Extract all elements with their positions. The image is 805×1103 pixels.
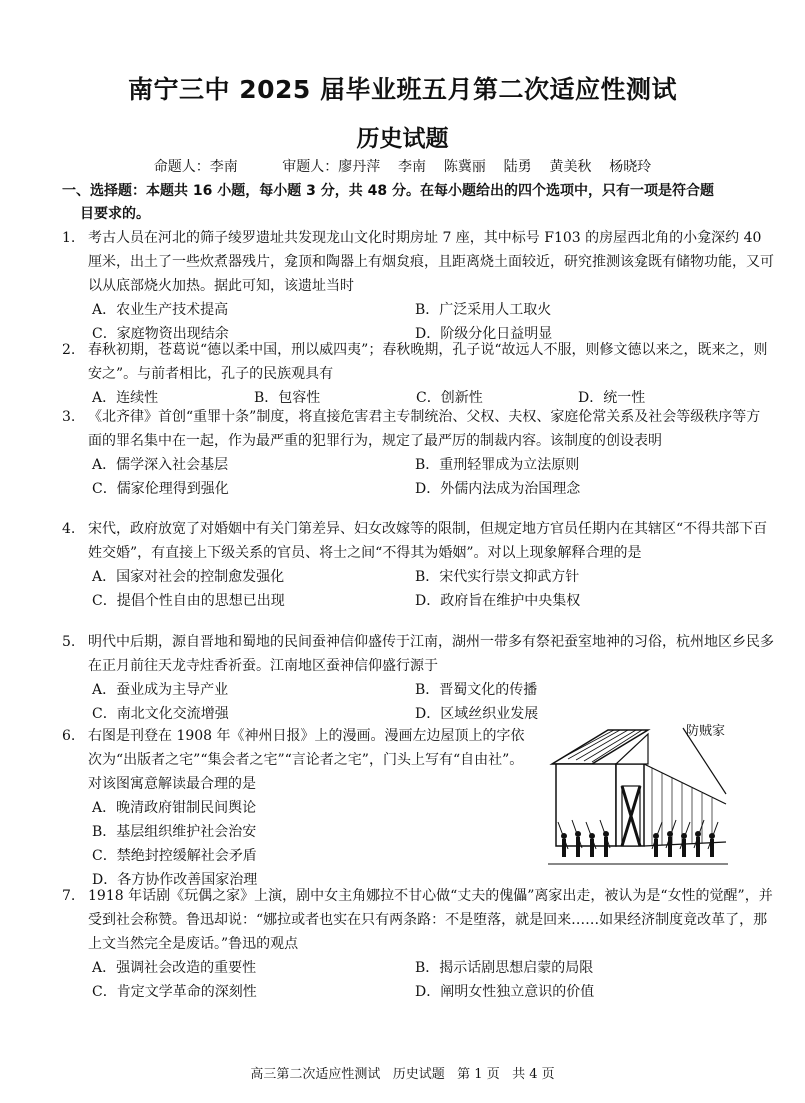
option-d[interactable]: D．阐明女性独立意识的价值 bbox=[415, 984, 595, 1000]
option-a[interactable]: A．国家对社会的控制愈发强化 bbox=[92, 569, 285, 585]
option-d[interactable]: D．外儒内法成为治国理念 bbox=[415, 481, 581, 497]
question-text: 考古人员在河北的筛子绫罗遗址共发现龙山文化时期房址 7 座，其中标号 F103 的房屋西北角的小龛深约 40 厘米，出土了一些炊煮器残片，龛顶和陶器上有烟炱痕，且距离烧土面较近，研究推测该龛既有储物功能，又可以从底部烧火加热。据此可知，该遗址当时 bbox=[88, 230, 774, 294]
question-text: 右图是刊登在 1908 年《神州日报》上的漫画。漫画左边屋顶上的字依次为“出版者之宅”“集会者之宅”“言论者之宅”，门头上写有“自由社”。对该图寓意解读最合理的是 bbox=[88, 728, 525, 792]
option-c[interactable]: C．提倡个性自由的思想已出现 bbox=[92, 593, 285, 609]
question-number: 2. bbox=[62, 342, 76, 358]
option-a[interactable]: A．晚清政府钳制民间舆论 bbox=[92, 800, 257, 816]
question-number: 6. bbox=[62, 728, 76, 744]
option-b[interactable]: B．广泛采用人工取火 bbox=[415, 302, 552, 318]
question-3 bbox=[62, 405, 774, 501]
question-stem bbox=[62, 517, 774, 565]
option-d[interactable]: D．统一性 bbox=[578, 390, 646, 406]
option-d[interactable]: D．阶级分化日益明显 bbox=[415, 326, 553, 342]
option-c[interactable]: C．创新性 bbox=[416, 390, 483, 406]
question-text: 1918 年话剧《玩偶之家》上演，剧中女主角娜拉不甘心做“丈夫的傀儡”离家出走，被认为是“女性的觉醒”，并受到社会称赞。鲁迅却说：“娜拉或者也实在只有两条路：不是堕落，就是回来……如果经济制度竟改革了，那上文当然完全是废话。”鲁迅的观点 bbox=[88, 888, 773, 952]
options bbox=[62, 678, 774, 726]
question-stem bbox=[62, 630, 774, 678]
question-4 bbox=[62, 517, 774, 613]
option-b[interactable]: B．基层组织维护社会治安 bbox=[92, 824, 257, 840]
option-a[interactable]: A．农业生产技术提高 bbox=[92, 302, 229, 318]
option-b[interactable]: B．晋蜀文化的传播 bbox=[415, 682, 538, 698]
option-a[interactable]: A．连续性 bbox=[92, 390, 159, 406]
question-text: 春秋初期，苍葛说“德以柔中国，刑以威四夷”；春秋晚期，孔子说“故远人不服，则修文德以来之，既来之，则安之”。与前者相比，孔子的民族观具有 bbox=[88, 342, 768, 382]
option-c[interactable]: C．肯定文学革命的深刻性 bbox=[92, 984, 257, 1000]
option-b[interactable]: B．包容性 bbox=[254, 390, 321, 406]
option-a[interactable]: A．强调社会改造的重要性 bbox=[92, 960, 257, 976]
question-stem bbox=[62, 724, 528, 796]
question-number: 7. bbox=[62, 888, 76, 904]
question-text: 宋代，政府放宽了对婚姻中有关门第差异、妇女改嫁等的限制，但规定地方官员任期内在其辖区“不得共部下百姓交婚”，有直接上下级关系的官员、将士之间“不得其为婚姻”。对以上现象解释合理的是 bbox=[88, 521, 768, 561]
authors-line: 命题人：李南 审题人：廖丹萍 李南 陈冀丽 陆勇 黄美秋 杨晓玲 bbox=[153, 159, 652, 175]
section-heading-line2: 目要求的。 bbox=[80, 206, 150, 222]
option-c[interactable]: C．禁绝封控缓解社会矛盾 bbox=[92, 848, 257, 864]
page-footer: 高三第二次适应性测试 历史试题 第 1 页 共 4 页 bbox=[250, 1067, 555, 1082]
subject-title: 历史试题 bbox=[356, 126, 449, 152]
question-text: 《北齐律》首创“重罪十条”制度，将直接危害君主专制统治、父权、夫权、家庭伦常关系及社会等级秩序等方面的罪名集中在一起，作为最严重的犯罪行为，规定了最严厉的制裁内容。该制度的创设表明 bbox=[88, 409, 761, 449]
question-7 bbox=[62, 884, 774, 1004]
question-number: 3. bbox=[62, 409, 76, 425]
section-heading bbox=[62, 180, 774, 226]
question-text: 明代中后期，源自晋地和蜀地的民间蚕神信仰盛传于江南，湖州一带多有祭祀蚕室地神的习俗，杭州地区乡民多在正月前往天龙寺炷香祈蚕。江南地区蚕神信仰盛行源于 bbox=[88, 634, 774, 674]
options bbox=[62, 565, 774, 613]
option-a[interactable]: A．儒学深入社会基层 bbox=[92, 457, 229, 473]
question-stem bbox=[62, 338, 774, 386]
question-number: 5. bbox=[62, 634, 76, 650]
question-1 bbox=[62, 226, 774, 346]
options bbox=[62, 453, 774, 501]
option-c[interactable]: C．南北文化交流增强 bbox=[92, 706, 229, 722]
section-heading-line1: 一、选择题：本题共 16 小题，每小题 3 分，共 48 分。在每小题给出的四个选项中，只有一项是符合题 bbox=[62, 183, 714, 199]
question-number: 4. bbox=[62, 521, 76, 537]
option-d[interactable]: D．区域丝织业发展 bbox=[415, 706, 539, 722]
options bbox=[62, 956, 774, 1004]
option-b[interactable]: B．重刑轻罪成为立法原则 bbox=[415, 457, 580, 473]
question-5 bbox=[62, 630, 774, 726]
exam-title: 南宁三中 2025 届毕业班五月第二次适应性测试 bbox=[128, 75, 677, 104]
cartoon-illustration bbox=[548, 724, 728, 876]
question-stem bbox=[62, 405, 774, 453]
option-d[interactable]: D．政府旨在维护中央集权 bbox=[415, 593, 581, 609]
question-number: 1. bbox=[62, 230, 76, 246]
question-stem bbox=[62, 226, 774, 298]
option-c[interactable]: C．家庭物资出现结余 bbox=[92, 326, 229, 342]
option-c[interactable]: C．儒家伦理得到强化 bbox=[92, 481, 229, 497]
option-d[interactable]: D．各方协作改善国家治理 bbox=[92, 872, 258, 888]
question-2 bbox=[62, 338, 774, 410]
cartoon-sign: 防贼家 bbox=[686, 724, 726, 739]
option-b[interactable]: B．宋代实行崇文抑武方针 bbox=[415, 569, 580, 585]
question-stem bbox=[62, 884, 774, 956]
option-b[interactable]: B．揭示话剧思想启蒙的局限 bbox=[415, 960, 594, 976]
option-a[interactable]: A．蚕业成为主导产业 bbox=[92, 682, 229, 698]
